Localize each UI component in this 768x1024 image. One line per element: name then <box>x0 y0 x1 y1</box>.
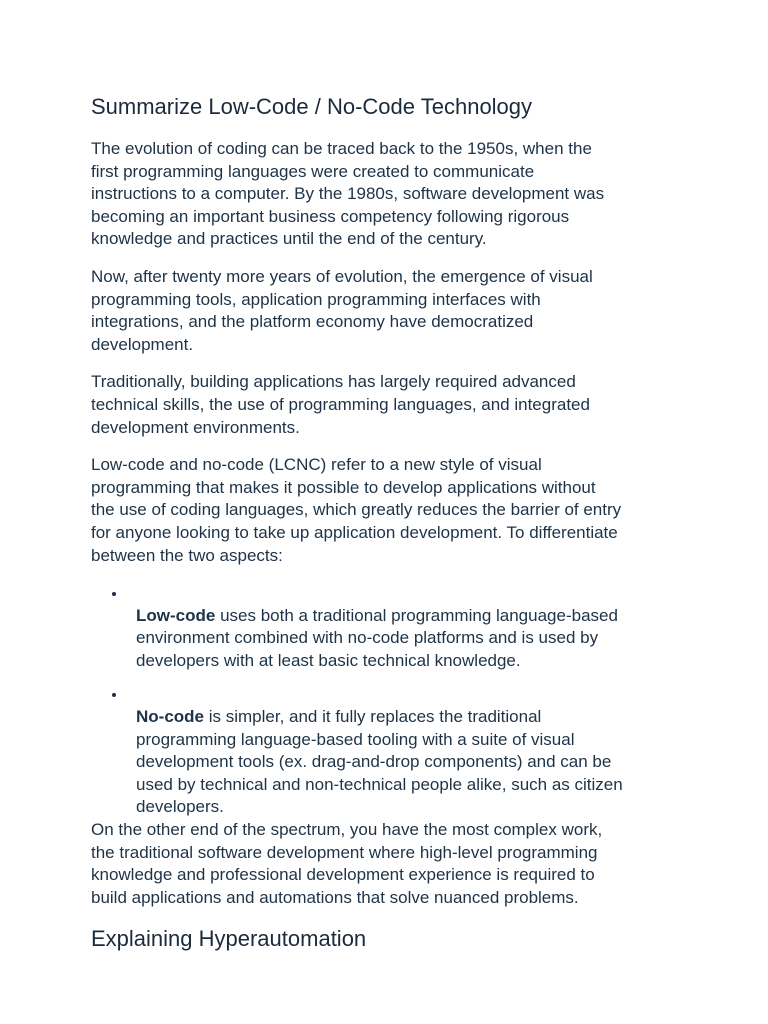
document-page <box>91 92 691 954</box>
low-code-description: uses both a traditional programming language-based environment combined with no-code platforms and is used by developers with at least basic technical knowledge. <box>136 605 618 670</box>
paragraph-traditional-building: Traditionally, building applications has largely required advanced technical skills, the use of programming languages, and integrated development environments. <box>91 372 590 437</box>
section-heading-hyperautomation: Explaining Hyperautomation <box>91 926 367 952</box>
list-item-low-code <box>136 582 691 672</box>
paragraph-coding-history: The evolution of coding can be traced back to the 1950s, when the first programming languages were created to communicate instructions to a computer. By the 1980s, software development was becoming an important business competency following rigorous knowledge and practices until the end of the century. <box>91 139 605 249</box>
lcnc-bullet-list <box>91 582 691 819</box>
document-title: Summarize Low-Code / No-Code Technology <box>91 94 533 119</box>
paragraph-lcnc-definition: Low-code and no-code (LCNC) refer to a new style of visual programming that makes it possible to develop applications without the use of coding languages, which greatly reduces the barrier of entry for anyone looking to take up application development. To differentiate between the two aspects: <box>91 455 622 565</box>
paragraph-visual-tools: Now, after twenty more years of evolution, the emergence of visual programming tools, application programming interfaces with integrations, and the platform economy have democratized development. <box>91 266 593 354</box>
bullet-icon <box>112 693 116 697</box>
paragraph-spectrum: On the other end of the spectrum, you have the most complex work, the traditional software development where high-level programming knowledge and professional development experience is required to build applications and automations that solve nuanced problems. <box>91 820 603 907</box>
no-code-term: No-code <box>136 707 204 727</box>
low-code-term: Low-code <box>136 605 216 625</box>
list-item-no-code <box>136 683 691 819</box>
bullet-icon <box>112 592 116 596</box>
no-code-description: is simpler, and it fully replaces the traditional programming language-based tooling with a suite of visual development tools (ex. drag-and-drop components) and can be used by technical and non-technical people alike, such as citizen developers. <box>136 707 623 817</box>
